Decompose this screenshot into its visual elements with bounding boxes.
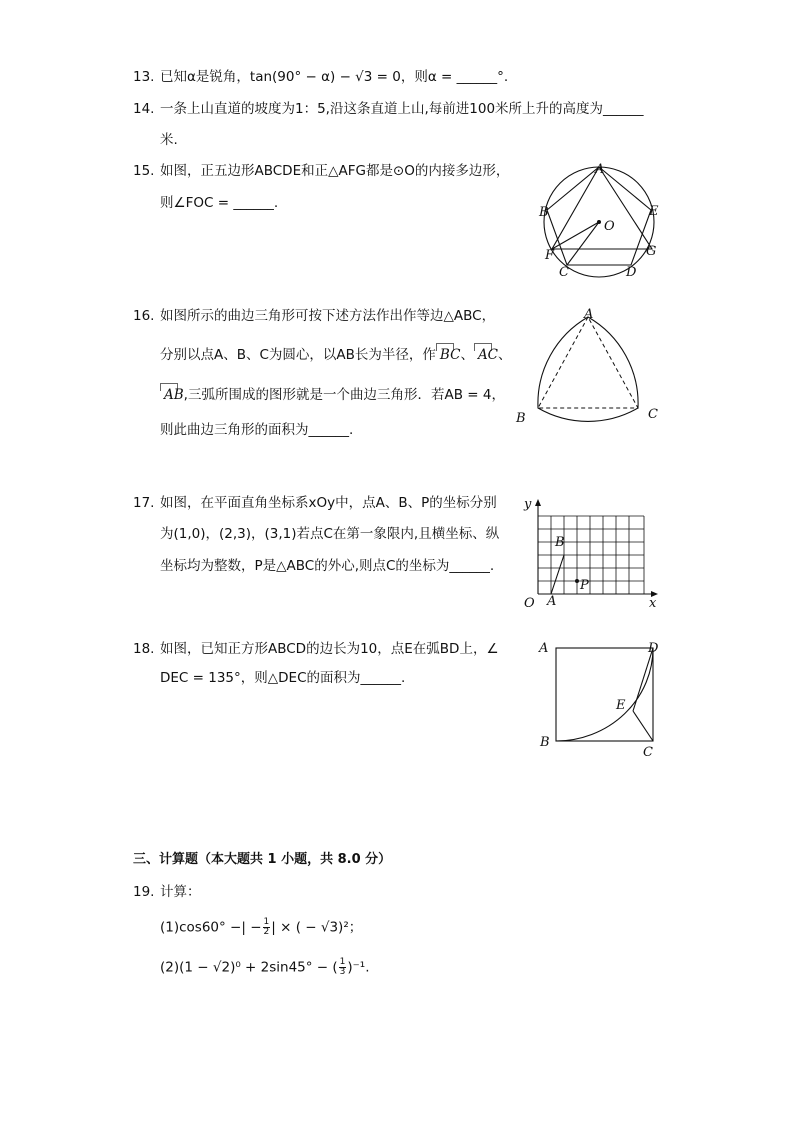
q14-number: 14. [133, 101, 155, 117]
q15-label-B: B [539, 205, 549, 220]
q17-label-x: x [649, 596, 657, 611]
q16-arc-ac: AC [477, 347, 499, 363]
q16-arc-ab: AB [164, 387, 184, 403]
q15-number: 15. [133, 163, 155, 179]
q16-sep2: 、 [498, 347, 512, 363]
q18-figure-square-arc [530, 635, 670, 763]
q16-sep1: 、 [460, 347, 474, 363]
fraction-denominator: 3 [339, 967, 346, 977]
q17-text-line2: 为(1,0)，(2,3)，(3,1)若点C在第一象限内,且横坐标、纵 [160, 526, 500, 542]
q18-text-line1: 如图，已知正方形ABCD的边长为10，点E在弧BD上，∠ [160, 641, 499, 657]
q17-figure-grid [520, 492, 665, 610]
q17-label-A: A [547, 594, 557, 609]
q13-number: 13. [133, 69, 155, 85]
q18-label-B: B [540, 735, 550, 750]
q18-text-line2: DEC = 135°，则△DEC的面积为______. [160, 670, 406, 686]
q14-text-line2: 米. [160, 132, 178, 148]
q16-label-A: A [584, 307, 594, 322]
section-3-title: 三、计算题（本大题共 1 小题，共 8.0 分） [133, 852, 392, 867]
q15-label-D: D [626, 265, 637, 280]
q13-text: 已知α是锐角，tan(90° − α) − √3 = 0，则α = ______°. [160, 69, 509, 85]
fraction-numerator: 1 [263, 917, 270, 927]
q16-text-line3 [160, 383, 505, 404]
q16-text-line3-main: ,三弧所围成的图形就是一个曲边三角形．若AB = 4， [183, 387, 505, 403]
q18-label-A: A [539, 641, 549, 656]
q15-text-line2: 则∠FOC = ______. [160, 195, 279, 211]
q19-part1-pre: (1)cos60° −| − [160, 919, 262, 936]
fraction-denominator: 2 [263, 927, 270, 937]
q16-label-C: C [648, 407, 658, 422]
q15-label-F: F [545, 248, 555, 263]
q18-number: 18. [133, 641, 155, 657]
q15-figure-circle-pentagon [530, 158, 670, 283]
q15-label-C: C [559, 265, 569, 280]
q14-text-line1: 一条上山直道的坡度为1：5,沿这条直道上山,每前进100米所上升的高度为______ [160, 101, 644, 117]
q19-part2-pre: (2)(1 − √2)⁰ + 2sin45° − ( [160, 959, 338, 976]
q19-part1 [160, 918, 362, 937]
q16-text-line4: 则此曲边三角形的面积为______. [160, 422, 354, 438]
q19-part2-post: )⁻¹. [347, 959, 370, 976]
q15-text-line1: 如图，正五边形ABCDE和正△AFG都是⊙O的内接多边形， [160, 163, 510, 179]
q16-number: 16. [133, 308, 155, 324]
fraction-numerator: 1 [339, 957, 346, 967]
q19-number: 19. [133, 884, 155, 900]
q18-label-C: C [643, 745, 653, 760]
q15-label-E: E [649, 204, 659, 219]
q16-text-line2-main: 分别以点A、B、C为圆心，以AB长为半径，作 [160, 347, 436, 363]
q16-label-B: B [516, 411, 526, 426]
q19-part1-post: | × ( − √3)²； [271, 919, 363, 936]
q18-label-D: D [648, 641, 659, 656]
q15-label-O: O [604, 219, 615, 234]
q16-figure-curved-triangle [510, 305, 670, 435]
q17-label-y: y [524, 497, 532, 512]
fraction [339, 958, 347, 977]
q19-part2 [160, 958, 370, 977]
q16-text-line1: 如图所示的曲边三角形可按下述方法作出作等边△ABC， [160, 308, 496, 324]
q17-label-O: O [524, 596, 535, 611]
q15-label-G: G [646, 244, 657, 259]
q19-title: 计算： [160, 884, 201, 900]
fraction [263, 918, 271, 937]
q17-text-line1: 如图，在平面直角坐标系xOy中，点A、B、P的坐标分别 [160, 495, 497, 511]
q17-text-line3: 坐标均为整数，P是△ABC的外心,则点C的坐标为______. [160, 558, 495, 574]
q18-label-E: E [616, 698, 626, 713]
q17-label-P: P [580, 578, 589, 593]
q16-arc-bc: BC [439, 347, 461, 363]
q16-text-line2 [160, 343, 512, 364]
q15-label-A: A [595, 162, 605, 177]
q17-label-B: B [555, 535, 565, 550]
q17-number: 17. [133, 495, 155, 511]
